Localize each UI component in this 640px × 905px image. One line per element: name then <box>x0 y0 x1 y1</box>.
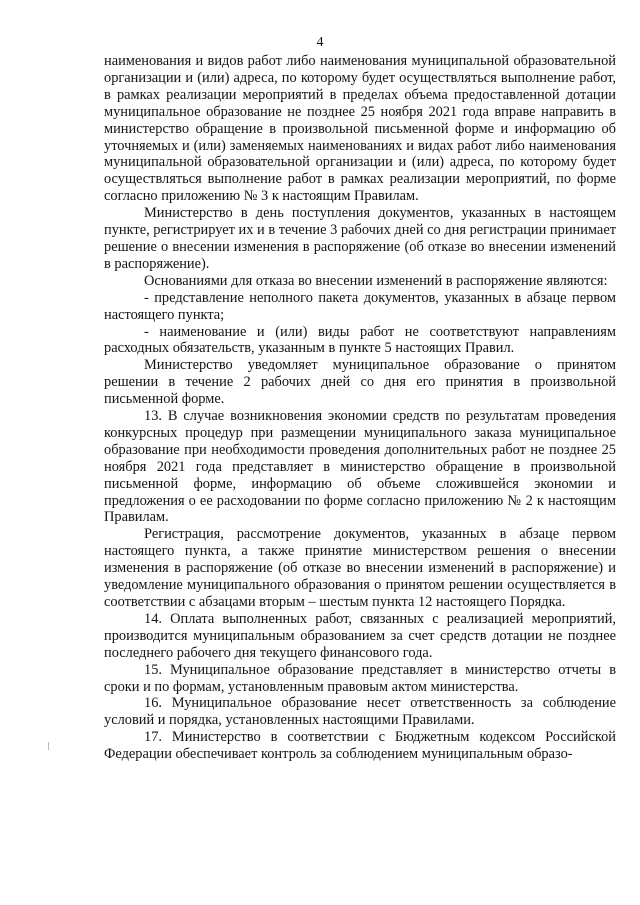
paragraph-clause-13-procedure: Регистрация, рассмотрение документов, указанных в абзаце первом настоящего пункта, а также принятие министерством решения о внесении изменения в распоряжение (об отказе во внесении изменений в распоряжение) и уведомление муниципального образования о принятом решении осуществляется в соответствии с абзацами вторым – шестым пункта 12 настоящего Порядка. <box>104 526 616 610</box>
scan-mark <box>48 742 49 750</box>
paragraph-continuation: наименования и видов работ либо наименования муниципальной образовательной организации и (или) адреса, по которому будет осуществляться выполнение работ, в рамках реализации мероприятий в пределах объема предоставленной дотации муниципальное образование не позднее 25 ноября 2021 года вправе направить в министерство обращение в произвольной письменной форме и информацию об уточняемых и (или) заменяемых наименованиях и видах работ либо наименования муниципальной образовательной организации и (или) адреса, по которому будет осуществляться выполнение работ в рамках реализации мероприятий, по форме согласно приложению № 3 к настоящим Правилам. <box>104 53 616 205</box>
paragraph-refusal-grounds: Основаниями для отказа во внесении изменений в распоряжение являются: <box>144 272 608 289</box>
paragraph-registration-decision: Министерство в день поступления документов, указанных в настоящем пункте, регистрирует их и в течение 3 рабочих дней со дня регистрации принимает решение о внесении изменения в распоряжение (об отказе во внесении изменений в распоряжение). <box>104 205 616 272</box>
list-item-work-mismatch: - наименование и (или) виды работ не соответствуют направлениям расходных обязательств, указанным в пункте 5 настоящих Правил. <box>104 323 616 357</box>
list-item-incomplete-package: - представление неполного пакета документов, указанных в абзаце первом настоящего пункта; <box>104 289 616 323</box>
paragraph-notification: Министерство уведомляет муниципальное образование о принятом решении в течение 2 рабочих дней со дня его принятия в произвольной письменной форме. <box>104 357 616 408</box>
clause-14: 14. Оплата выполненных работ, связанных с реализацией мероприятий, производится муниципальным образованием за счет средств дотации не позднее последнего рабочего дня текущего финансового года. <box>104 610 616 661</box>
clause-16: 16. Муниципальное образование несет ответственность за соблюдение условий и порядка, установленных настоящими Правилами. <box>104 695 616 729</box>
page-number: 4 <box>316 35 324 50</box>
clause-17: 17. Министерство в соответствии с Бюджетным кодексом Российской Федерации обеспечивает контроль за соблюдением муниципальным образо- <box>104 729 616 763</box>
document-body <box>104 53 616 763</box>
clause-13: 13. В случае возникновения экономии средств по результатам проведения конкурсных процедур при размещении муниципального заказа муниципальное образование при необходимости проведения дополнительных работ не позднее 25 ноября 2021 года представляет в министерство обращение в произвольной письменной форме, информацию об объеме сложившейся экономии и предложения о ее расходовании по форме согласно приложению № 2 к настоящим Правилам. <box>104 408 616 526</box>
clause-15: 15. Муниципальное образование представляет в министерство отчеты в сроки и по формам, установленным правовым актом министерства. <box>104 661 616 695</box>
